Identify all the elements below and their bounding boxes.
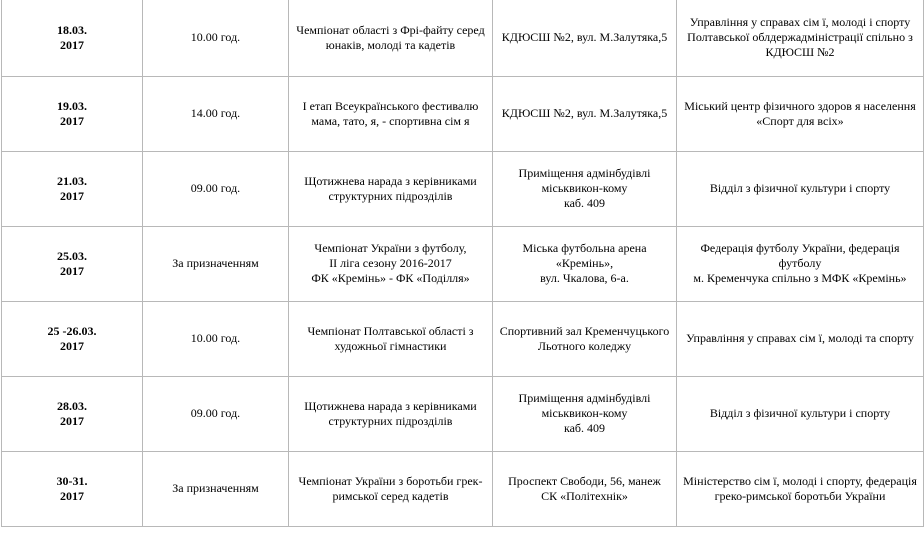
time-cell: За призначенням (143, 451, 289, 526)
place-cell: Приміщення адмінбудівлі міськвикон-кому каб. 409 (493, 376, 677, 451)
date-cell: 25.03. 2017 (2, 226, 143, 301)
date-cell: 19.03. 2017 (2, 76, 143, 151)
event-cell: Чемпіонат області з Фрі-файту серед юнаків, молоді та кадетів (289, 0, 493, 76)
time-cell: 10.00 год. (143, 301, 289, 376)
event-cell: Щотижнева нарада з керівниками структурних підрозділів (289, 151, 493, 226)
table-row (2, 226, 924, 301)
event-cell: І етап Всеукраїнського фестивалю мама, тато, я, - спортивна сім я (289, 76, 493, 151)
date-cell: 21.03. 2017 (2, 151, 143, 226)
place-cell: КДЮСШ №2, вул. М.Залутяка,5 (493, 76, 677, 151)
date-cell: 25 -26.03. 2017 (2, 301, 143, 376)
events-table-body (2, 0, 924, 526)
organizer-cell: Управління у справах сім ї, молоді і спорту Полтавської облдержадміністрації спільно з КДЮСШ №2 (677, 0, 924, 76)
table-row (2, 0, 924, 76)
time-cell: За призначенням (143, 226, 289, 301)
place-cell: Міська футбольна арена «Кремінь», вул. Чкалова, 6-а. (493, 226, 677, 301)
time-cell: 09.00 год. (143, 151, 289, 226)
date-cell: 30-31. 2017 (2, 451, 143, 526)
organizer-cell: Відділ з фізичної культури і спорту (677, 376, 924, 451)
date-cell: 18.03. 2017 (2, 0, 143, 76)
table-row (2, 451, 924, 526)
time-cell: 09.00 год. (143, 376, 289, 451)
place-cell: Проспект Свободи, 56, манеж СК «Політехнік» (493, 451, 677, 526)
table-row (2, 376, 924, 451)
events-table (1, 0, 924, 527)
table-row (2, 301, 924, 376)
place-cell: Приміщення адмінбудівлі міськвикон-кому каб. 409 (493, 151, 677, 226)
table-row (2, 151, 924, 226)
organizer-cell: Відділ з фізичної культури і спорту (677, 151, 924, 226)
place-cell: КДЮСШ №2, вул. М.Залутяка,5 (493, 0, 677, 76)
organizer-cell: Міністерство сім ї, молоді і спорту, федерація греко-римської боротьби України (677, 451, 924, 526)
date-cell: 28.03. 2017 (2, 376, 143, 451)
time-cell: 14.00 год. (143, 76, 289, 151)
event-cell: Щотижнева нарада з керівниками структурних підрозділів (289, 376, 493, 451)
organizer-cell: Управління у справах сім ї, молоді та спорту (677, 301, 924, 376)
table-row (2, 76, 924, 151)
organizer-cell: Міський центр фізичного здоров я населення «Спорт для всіх» (677, 76, 924, 151)
organizer-cell: Федерація футболу України, федерація футболу м. Кременчука спільно з МФК «Кремінь» (677, 226, 924, 301)
event-cell: Чемпіонат України з боротьби грек- римської серед кадетів (289, 451, 493, 526)
event-cell: Чемпіонат Полтавської області з художньої гімнастики (289, 301, 493, 376)
event-cell: Чемпіонат України з футболу, ІІ ліга сезону 2016-2017 ФК «Кремінь» - ФК «Поділля» (289, 226, 493, 301)
place-cell: Спортивний зал Кременчуцького Льотного коледжу (493, 301, 677, 376)
time-cell: 10.00 год. (143, 0, 289, 76)
